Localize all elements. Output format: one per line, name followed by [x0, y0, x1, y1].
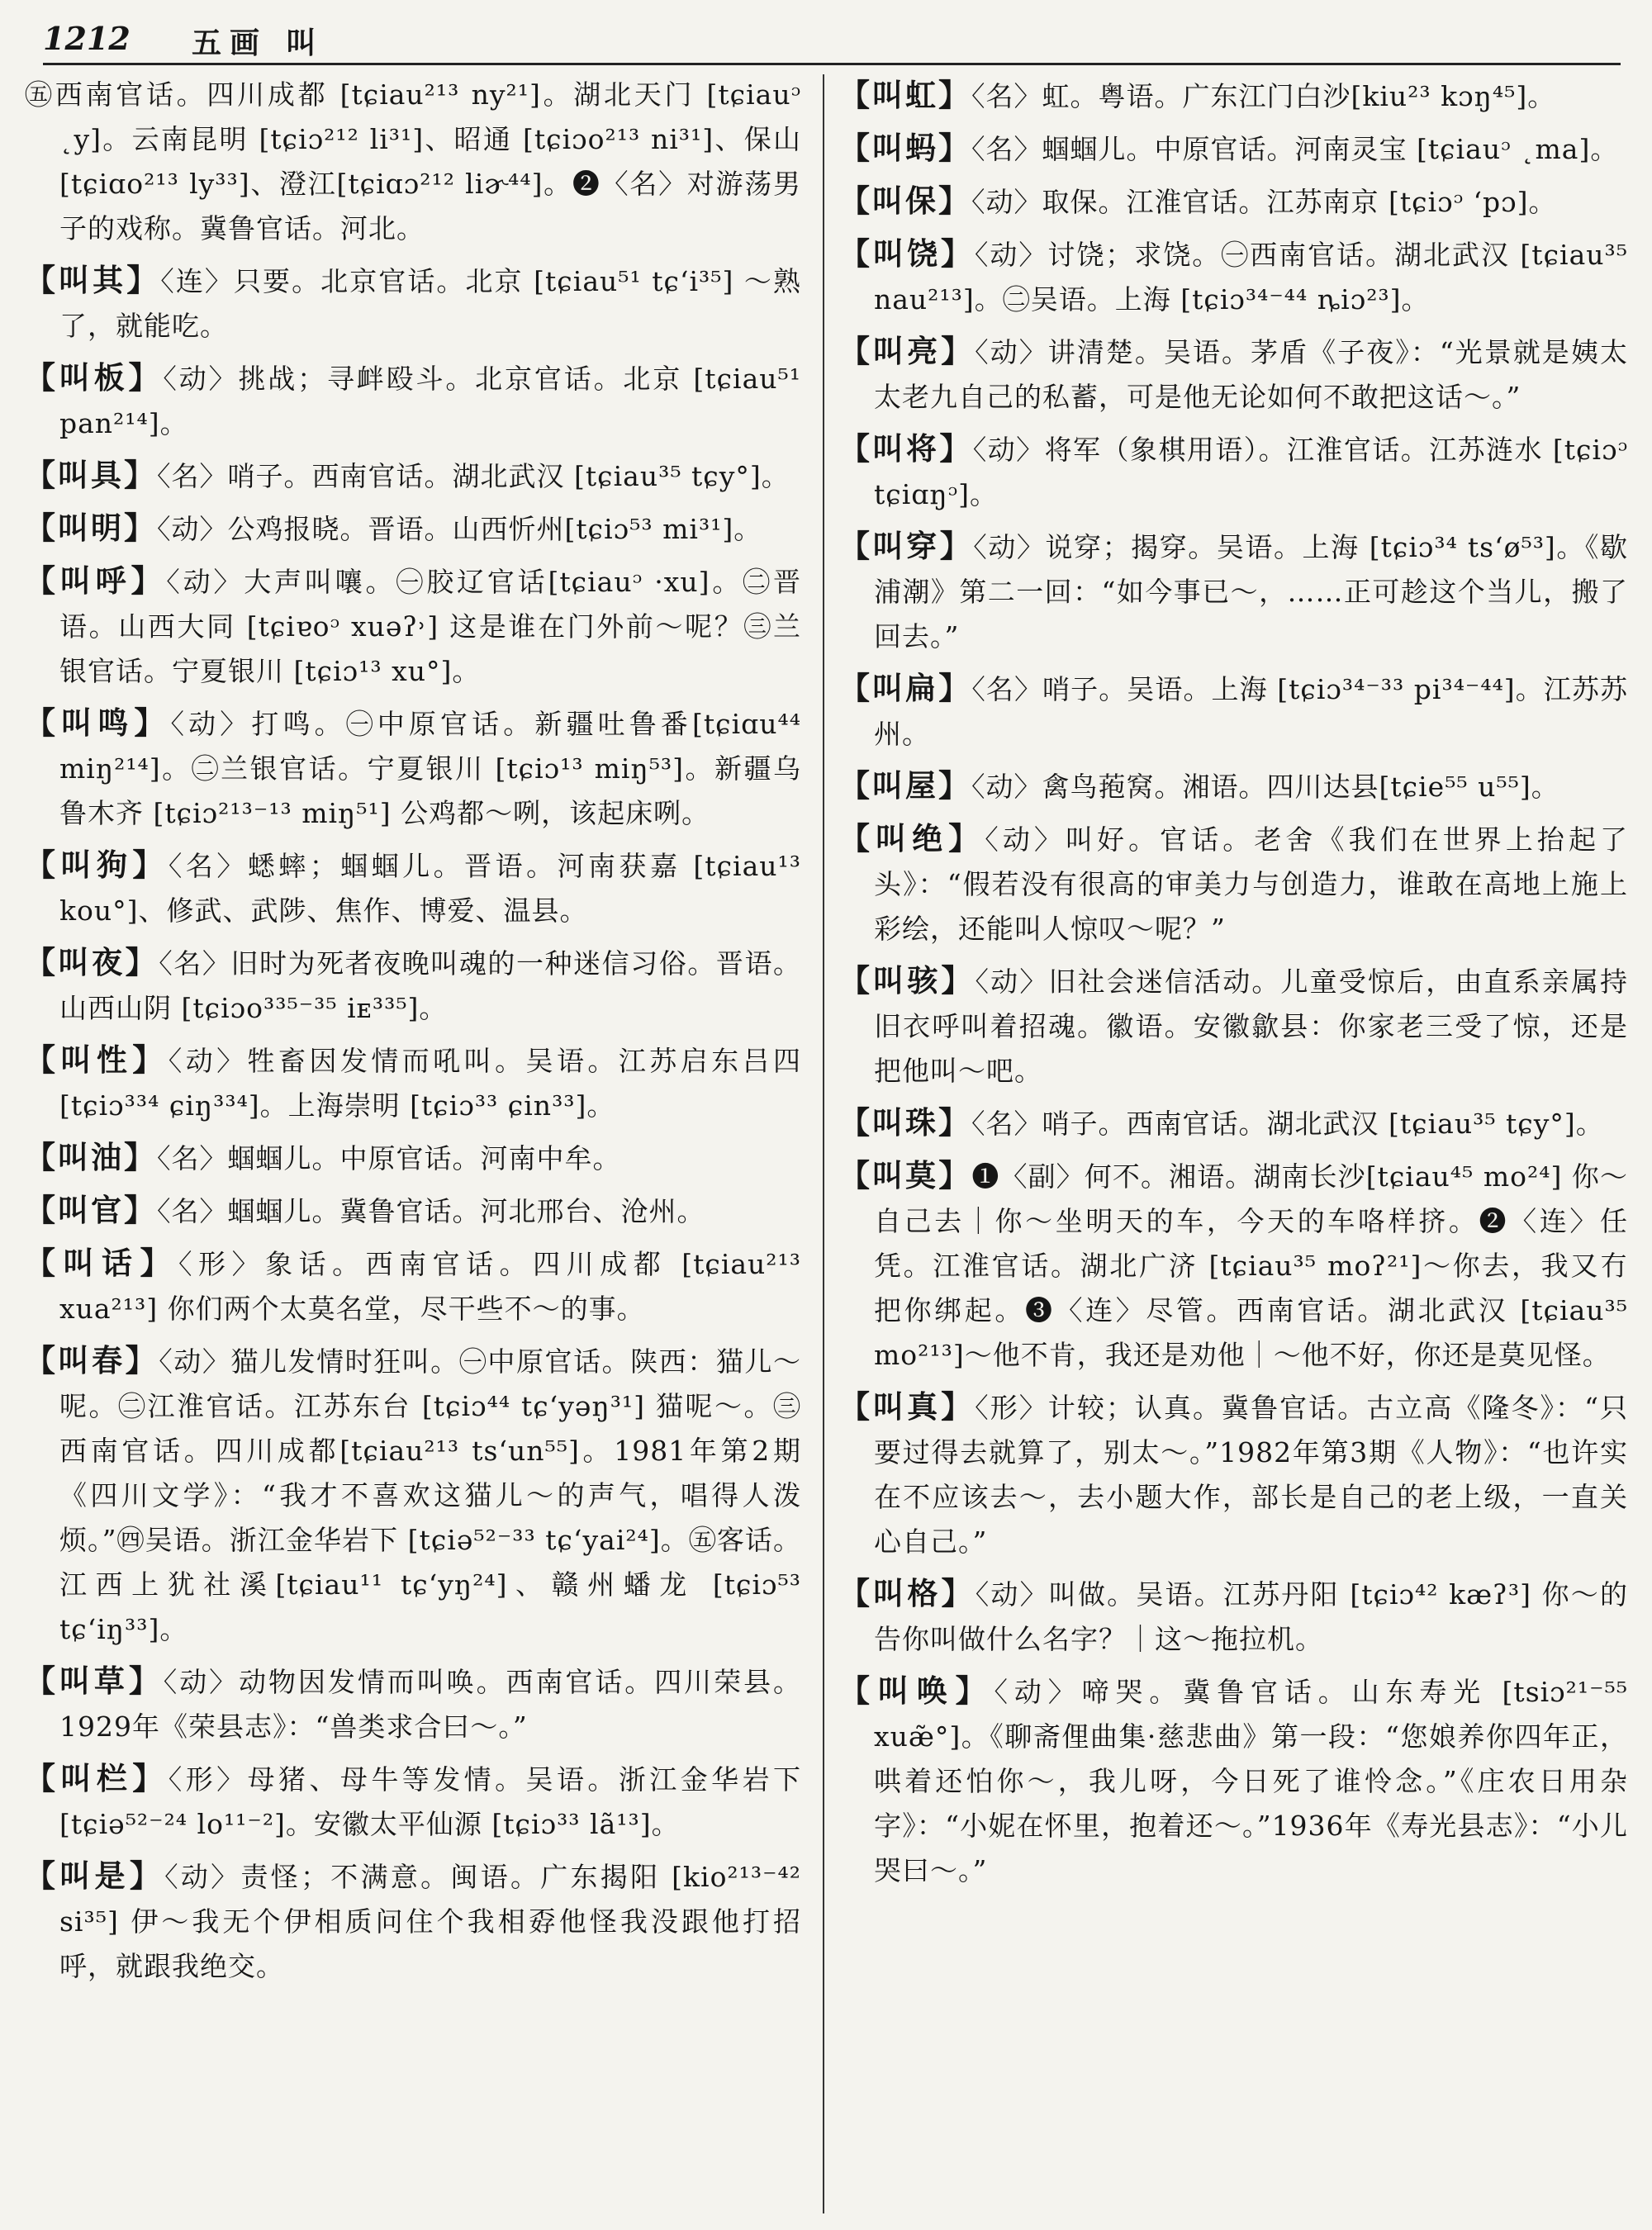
entry-definition: 〈动〉牲畜因发情而吼叫。吴语。江苏启东吕四 [tɕiɔ³³⁴ ɕiŋ³³⁴]。上海崇明 [tɕiɔ³³ ɕin³³]。 [59, 1045, 801, 1122]
entry-definition: 〈动〉说穿；揭穿。吴语。上海 [tɕiɔ³⁴ tsʻø⁵³]。《歇浦潮》第二一回：“如今事已～，……正可趁这个当儿，搬了回去。” [874, 531, 1628, 652]
entry-definition: 〈名〉哨子。西南官话。湖北武汉 [tɕiau³⁵ tɕy°]。 [971, 1108, 1604, 1140]
entry-definition: 〈名〉旧时为死者夜晚叫魂的一种迷信习俗。晋语。山西山阴 [tɕiɔo³³⁵⁻³⁵ iᴇ³³⁵]。 [59, 947, 802, 1024]
entry-headword: 【叫莫】 [839, 1157, 972, 1193]
column-divider [823, 74, 824, 2213]
entry-headword: 【叫春】 [25, 1342, 159, 1378]
entry-definition: 〈动〉取保。江淮官话。江苏南京 [tɕiɔᵓ ʻpɔ]。 [971, 186, 1557, 218]
entry-headword: 【叫扁】 [839, 670, 972, 706]
entry-definition: 〈形〉母猪、母牛等发情。吴语。浙江金华岩下 [tɕiə⁵²⁻²⁴ lo¹¹⁻²]。安徽太平仙源 [tɕiɔ³³ lã¹³]。 [59, 1763, 801, 1840]
entry-definition: 〈动〉禽鸟菢窝。湘语。四川达县[tɕie⁵⁵ u⁵⁵]。 [971, 771, 1559, 803]
dictionary-entry [839, 426, 1628, 517]
entry-headword: 【叫蚂】 [839, 130, 971, 166]
dictionary-entry [839, 231, 1628, 322]
dictionary-entry [839, 666, 1628, 757]
dictionary-entry [25, 1338, 801, 1652]
dictionary-entry [25, 73, 801, 251]
entry-definition: 〈动〉叫做。吴语。江苏丹阳 [tɕiɔ⁴² kæʔ³] 你～的告你叫做什么名字？｜这～拖拉机。 [874, 1578, 1628, 1655]
entry-headword: 【叫保】 [839, 183, 971, 219]
dictionary-entry [839, 329, 1628, 420]
entry-headword: 【叫其】 [25, 262, 161, 298]
dictionary-entry [25, 558, 801, 694]
dictionary-entry [839, 1668, 1628, 1893]
dictionary-entry [25, 453, 801, 499]
entry-definition: 〈动〉大声叫嚷。㊀胶辽官话[tɕiauᵓ ·xu]。㊁晋语。山西大同 [tɕiɐoᵓ xuəʔ˒] 这是谁在门外前～呢？㊂兰银官话。宁夏银川 [tɕiɔ¹³ xu°]。 [59, 566, 802, 687]
entry-definition: 〈动〉叫好。官话。老舍《我们在世界上抬起了头》：“假若没有很高的审美力与创造力，谁敢在高地上施上彩绘，还能叫人惊叹～呢？” [874, 823, 1628, 945]
entry-definition: 〈名〉哨子。吴语。上海 [tɕiɔ³⁴⁻³³ pi³⁴⁻⁴⁴]。江苏苏州。 [874, 673, 1628, 750]
entry-headword: 【叫油】 [25, 1139, 157, 1175]
entry-definition: 〈名〉蝈蝈儿。中原官话。河南中牟。 [157, 1142, 621, 1174]
entry-definition: 〈动〉挑战；寻衅殴斗。北京官话。北京 [tɕiau⁵¹ pan²¹⁴]。 [59, 363, 801, 439]
entry-headword: 【叫明】 [25, 510, 157, 546]
entry-headword: 【叫亮】 [839, 333, 976, 369]
left-column [25, 73, 801, 1995]
entry-definition: 〈动〉将军（象棋用语）。江淮官话。江苏涟水 [tɕiɔᵓ tɕiɑŋᵓ]。 [874, 434, 1628, 510]
entry-definition: 〈动〉讨饶；求饶。㊀西南官话。湖北武汉 [tɕiau³⁵ nau²¹³]。㊁吴语。上海 [tɕiɔ³⁴⁻⁴⁴ ȵiɔ²³]。 [874, 239, 1628, 316]
section-title: 五画 叫 [192, 26, 325, 60]
entry-headword: 【叫饶】 [839, 235, 975, 272]
dictionary-entry [839, 816, 1628, 951]
dictionary-entry [839, 958, 1628, 1094]
entry-headword: 【叫板】 [25, 359, 164, 396]
dictionary-entry [839, 126, 1628, 172]
entry-definition: 〈连〉只要。北京官话。北京 [tɕiau⁵¹ tɕʻi³⁵] ～熟了，就能吃。 [59, 265, 801, 342]
page-number: 1212 [43, 20, 131, 57]
entry-headword: 【叫草】 [25, 1663, 164, 1699]
dictionary-entry [839, 1153, 1628, 1378]
dictionary-entry [839, 763, 1628, 809]
dictionary-entry [839, 178, 1628, 225]
entry-definition: 〈名〉哨子。西南官话。湖北武汉 [tɕiau³⁵ tɕy°]。 [157, 460, 790, 492]
dictionary-entry [25, 1756, 801, 1847]
entry-headword: 【叫是】 [25, 1858, 165, 1894]
dictionary-entry [839, 524, 1628, 659]
entry-headword: 【叫珠】 [839, 1104, 971, 1141]
entry-definition: 〈动〉公鸡报晓。晋语。山西忻州[tɕiɔ⁵³ mi³¹]。 [157, 513, 762, 545]
dictionary-entry [839, 1384, 1628, 1564]
dictionary-entry [25, 355, 801, 446]
entry-headword: 【叫鸣】 [25, 705, 171, 741]
entry-definition: 〈动〉责怪；不满意。闽语。广东揭阳 [kio²¹³⁻⁴² si³⁵] 伊～我无个伊相质问住个我相孬他怪我没跟他打招呼，就跟我绝交。 [59, 1861, 801, 1982]
entry-definition: ❶〈副〉何不。湘语。湖南长沙[tɕiau⁴⁵ mo²⁴] 你～自己去｜你～坐明天的车，今天的车咯样挤。❷〈连〉任凭。江淮官话。湖北广济 [tɕiau³⁵ moʔ²¹]～你去，我又冇把你绑起。❸〈连〉尽管。西南官话。湖北武汉 [tɕiau³⁵ mo²¹³]～他不肯，我还是劝他｜～他不好，你还是莫见怪。 [874, 1160, 1628, 1371]
entry-definition: 〈形〉计较；认真。冀鲁官话。古立高《隆冬》：“只要过得去就算了，别太～。”1982年第3期《人物》：“也许实在不应该去～，去小题大作，部长是自己的老上级，一直关心自己。” [874, 1392, 1629, 1558]
entry-headword: 【叫呼】 [25, 562, 167, 599]
entry-definition: 〈名〉蝈蝈儿。中原官话。河南灵宝 [tɕiauᵓ ˛ma]。 [971, 133, 1619, 165]
entry-definition: 〈名〉虹。粤语。广东江门白沙[kiu²³ kɔŋ⁴⁵]。 [971, 80, 1556, 112]
dictionary-entry [839, 1571, 1628, 1662]
entry-definition: 〈动〉讲清楚。吴语。茅盾《子夜》：“光景就是姨太太老九自己的私蓄，可是他无论如何不敢把这话～。” [874, 336, 1629, 413]
entry-headword: 【叫性】 [25, 1041, 169, 1078]
dictionary-entry [25, 1188, 801, 1234]
entry-definition: ㊄西南官话。四川成都 [tɕiau²¹³ ny²¹]。湖北天门 [tɕiauᵓ ˛y]。云南昆明 [tɕiɔ²¹² li³¹]、昭通 [tɕiɔo²¹³ ni³¹]、保山[tɕiɑo²¹³ ly³³]、澄江[tɕiɑɔ²¹² liɚ⁴⁴]。❷〈名〉对游荡男子的戏称。冀鲁官话。河北。 [25, 78, 801, 244]
entry-headword: 【叫格】 [839, 1575, 976, 1611]
dictionary-entry [25, 842, 801, 933]
entry-headword: 【叫唤】 [839, 1672, 995, 1709]
dictionary-entry [25, 1853, 801, 1989]
dictionary-entry [25, 505, 801, 552]
entry-headword: 【叫栏】 [25, 1760, 169, 1796]
dictionary-entry [839, 73, 1628, 119]
entry-headword: 【叫夜】 [25, 944, 159, 980]
entry-headword: 【叫真】 [839, 1388, 976, 1425]
page-header [43, 15, 1621, 65]
dictionary-entry [25, 940, 801, 1031]
entry-definition: 〈动〉打鸣。㊀中原官话。新疆吐鲁番[tɕiɑu⁴⁴ miŋ²¹⁴]。㊁兰银官话。宁夏银川 [tɕiɔ¹³ miŋ⁵³]。新疆乌鲁木齐 [tɕiɔ²¹³⁻¹³ miŋ⁵¹] 公鸡都～咧，该起床咧。 [59, 708, 802, 829]
entry-headword: 【叫屋】 [839, 767, 971, 804]
entry-headword: 【叫将】 [839, 430, 973, 467]
dictionary-entry [25, 1037, 801, 1128]
dictionary-entry [25, 700, 801, 836]
dictionary-entry [839, 1100, 1628, 1146]
right-column [839, 73, 1628, 1900]
entry-headword: 【叫绝】 [839, 820, 985, 856]
entry-headword: 【叫话】 [25, 1245, 179, 1281]
entry-headword: 【叫骇】 [839, 962, 976, 999]
entry-definition: 〈动〉猫儿发情时狂叫。㊀中原官话。陕西：猫儿～呢。㊁江淮官话。江苏东台 [tɕiɔ⁴⁴ tɕʻyəŋ³¹] 猫呢～。㊂西南官话。四川成都[tɕiau²¹³ tsʻun⁵⁵]。1981年第2期《四川文学》：“我才不喜欢这猫儿～的声气，唱得人泼烦。”㊃吴语。浙江金华岩下 [tɕiə⁵²⁻³³ tɕʻyai²⁴]。㊄客话。江西上犹社溪[tɕiau¹¹ tɕʻyŋ²⁴]、赣州蟠龙 [tɕiɔ⁵³ tɕʻiŋ³³]。 [59, 1345, 802, 1645]
entry-headword: 【叫具】 [25, 457, 157, 493]
dictionary-entry [25, 1241, 801, 1331]
entry-definition: 〈动〉旧社会迷信活动。儿童受惊后，由直系亲属持旧衣呼叫着招魂。徽语。安徽歙县：你家老三受了惊，还是把他叫～吧。 [874, 966, 1629, 1087]
entry-headword: 【叫穿】 [839, 528, 974, 564]
entry-definition: 〈名〉蟋蟀；蝈蝈儿。晋语。河南获嘉 [tɕiau¹³ kou°]、修武、武陟、焦作、博爱、温县。 [59, 850, 801, 927]
entry-headword: 【叫虹】 [839, 77, 971, 113]
entry-headword: 【叫狗】 [25, 847, 169, 883]
entry-definition: 〈形〉象话。西南官话。四川成都 [tɕiau²¹³ xua²¹³] 你们两个太莫名堂，尽干些不～的事。 [59, 1248, 801, 1325]
dictionary-entry [25, 1135, 801, 1181]
dictionary-entry [25, 258, 801, 349]
entry-definition: 〈动〉动物因发情而叫唤。西南官话。四川荣县。1929年《荣县志》：“兽类求合曰～。” [59, 1666, 802, 1743]
entry-definition: 〈动〉啼哭。冀鲁官话。山东寿光 [tsiɔ²¹⁻⁵⁵ xuæ̃°]。《聊斋俚曲集·慈悲曲》第一段：“您娘养你四年正，哄着还怕你～，我儿呀，今日死了谁怜念。”《庄农日用杂字》：“小妮在怀里，抱着还～。”1936年《寿光县志》：“小儿哭曰～。” [874, 1676, 1628, 1886]
entry-headword: 【叫官】 [25, 1192, 157, 1228]
entry-definition: 〈名〉蝈蝈儿。冀鲁官话。河北邢台、沧州。 [157, 1195, 705, 1227]
dictionary-entry [25, 1658, 801, 1749]
